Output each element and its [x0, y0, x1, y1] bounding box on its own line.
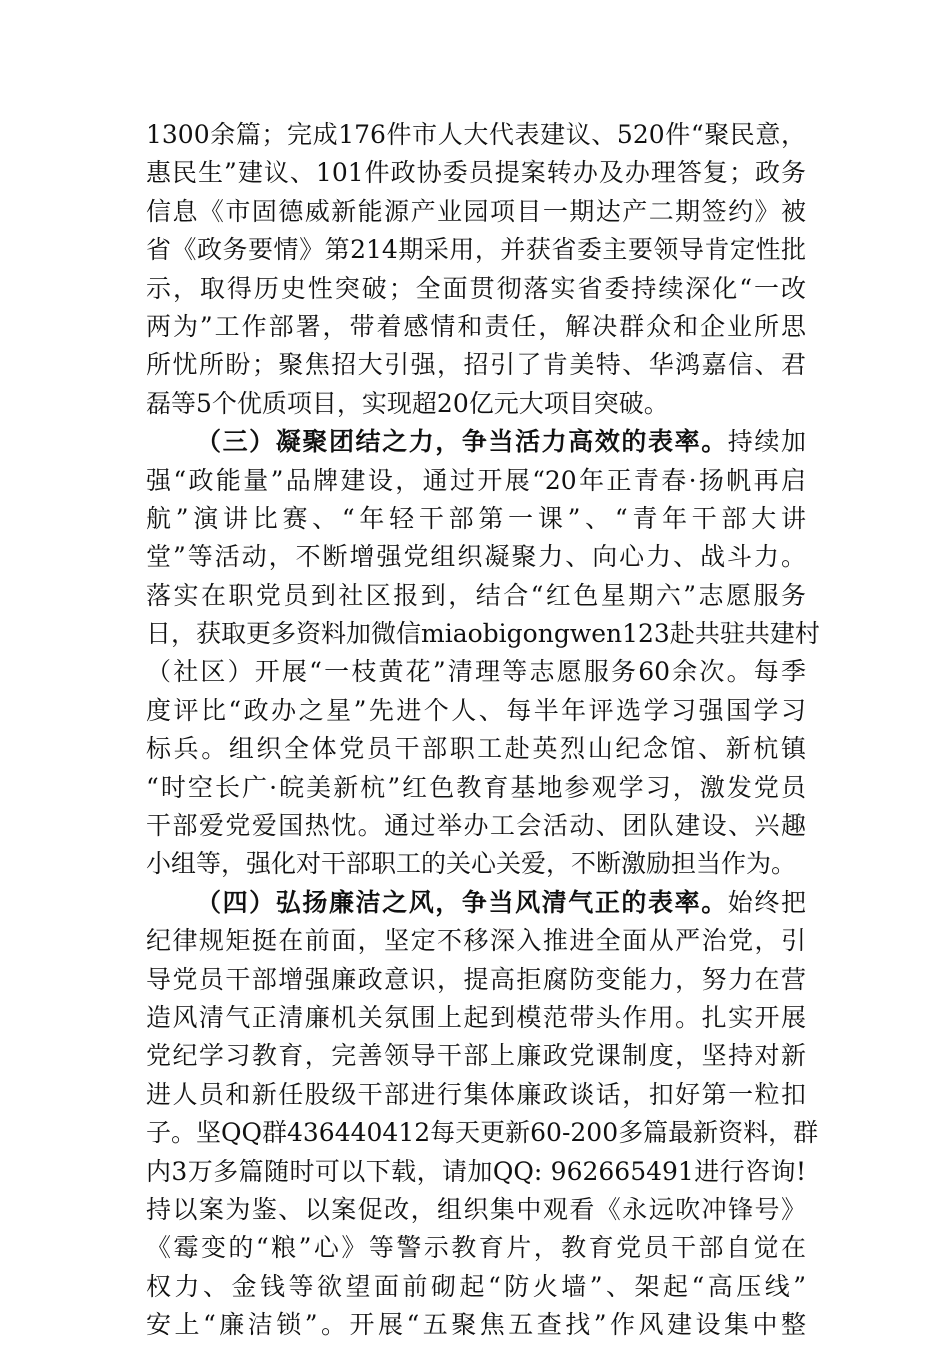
p2-line-5: 落实在职党员到社区报到，结合“红色星期六”志愿服务 — [146, 580, 806, 610]
p3-line-8: 内3万多篇随时可以下载，请加QQ: 962665491进行咨询! — [146, 1156, 806, 1186]
p3-line-9: 持以案为鉴、以案促改，组织集中观看《永远吹冲锋号》 — [146, 1194, 806, 1224]
p1-line-2: 惠民生”建议、101件政协委员提案转办及办理答复；政务 — [146, 158, 806, 188]
p2-line-3: 航”演讲比赛、“年轻干部第一课”、“青年干部大讲 — [146, 503, 806, 533]
p3-line-7: 子。坚QQ群436440412每天更新60-200多篇最新资料，群 — [146, 1118, 819, 1148]
p3-line-12: 安上“廉洁锁”。开展“五聚焦五查找”作风建设集中整 — [146, 1310, 806, 1340]
p2-line-2: 强“政能量”品牌建设，通过开展“20年正青春·扬帆再启 — [146, 465, 806, 495]
p3-line-11: 权力、金钱等欲望面前砌起“防火墙”、架起“高压线” — [146, 1271, 806, 1301]
p2-line-9: 标兵。组织全体党员干部职工赴英烈山纪念馆、新杭镇 — [146, 734, 806, 764]
p1-line-6: 两为”工作部署，带着感情和责任，解决群众和企业所思 — [146, 311, 806, 341]
p2-line-8: 度评比“政办之星”先进个人、每半年评选学习强国学习 — [146, 695, 806, 725]
p3-line-3: 导党员干部增强廉政意识，提高拒腐防变能力，努力在营 — [146, 964, 806, 994]
p2-line-10: “时空长广·皖美新杭”红色教育基地参观学习，激发党员 — [146, 772, 806, 802]
p2-line-12: 小组等，强化对干部职工的关心关爱，不断激励担当作为。 — [146, 849, 797, 879]
p1-line-1: 1300余篇；完成176件市人大代表建议、520件“聚民意， — [146, 120, 806, 149]
p2-line-6: 日，获取更多资料加微信miaobigongwen123赴共驻共建村 — [146, 619, 820, 649]
p2-line-11: 干部爱党爱国热忱。通过举办工会活动、团队建设、兴趣 — [146, 811, 806, 841]
p2-line-7: （社区）开展“一枝黄花”清理等志愿服务60余次。每季 — [146, 657, 806, 687]
p1-line-8: 磊等5个优质项目，实现超20亿元大项目突破。 — [146, 388, 669, 418]
p3-line-2: 纪律规矩挺在前面，坚定不移深入推进全面从严治党，引 — [146, 926, 806, 956]
p3-line-10: 《霉变的“粮”心》等警示教育片，教育党员干部自觉在 — [146, 1233, 806, 1263]
p3-first-line — [146, 884, 806, 922]
p1-line-7: 所忧所盼；聚焦招大引强，招引了肯美特、华鸿嘉信、君 — [146, 350, 806, 380]
document-body — [146, 116, 820, 1345]
p2-heading: （三）凝聚团结之力，争当活力高效的表率。 — [196, 427, 728, 457]
p2-first-line — [146, 423, 806, 461]
p3-line-4: 造风清气正清廉机关氛围上起到模范带头作用。扎实开展 — [146, 1002, 806, 1032]
p1-line-3: 信息《市固德威新能源产业园项目一期达产二期签约》被 — [146, 196, 806, 226]
p2-line-4: 堂”等活动，不断增强党组织凝聚力、向心力、战斗力。 — [146, 542, 806, 572]
p3-heading: （四）弘扬廉洁之风，争当风清气正的表率。 — [196, 887, 728, 917]
p3-line-5: 党纪学习教育，完善领导干部上廉政党课制度，坚持对新 — [146, 1041, 806, 1071]
p3-first-line-rest: 始终把 — [727, 887, 806, 917]
p1-line-4: 省《政务要情》第214期采用，并获省委主要领导肯定性批 — [146, 235, 806, 265]
p2-first-line-rest: 持续加 — [727, 427, 806, 457]
p1-line-5: 示，取得历史性突破；全面贯彻落实省委持续深化“一改 — [146, 273, 806, 303]
p3-line-6: 进人员和新任股级干部进行集体廉政谈话，扣好第一粒扣 — [146, 1079, 806, 1109]
